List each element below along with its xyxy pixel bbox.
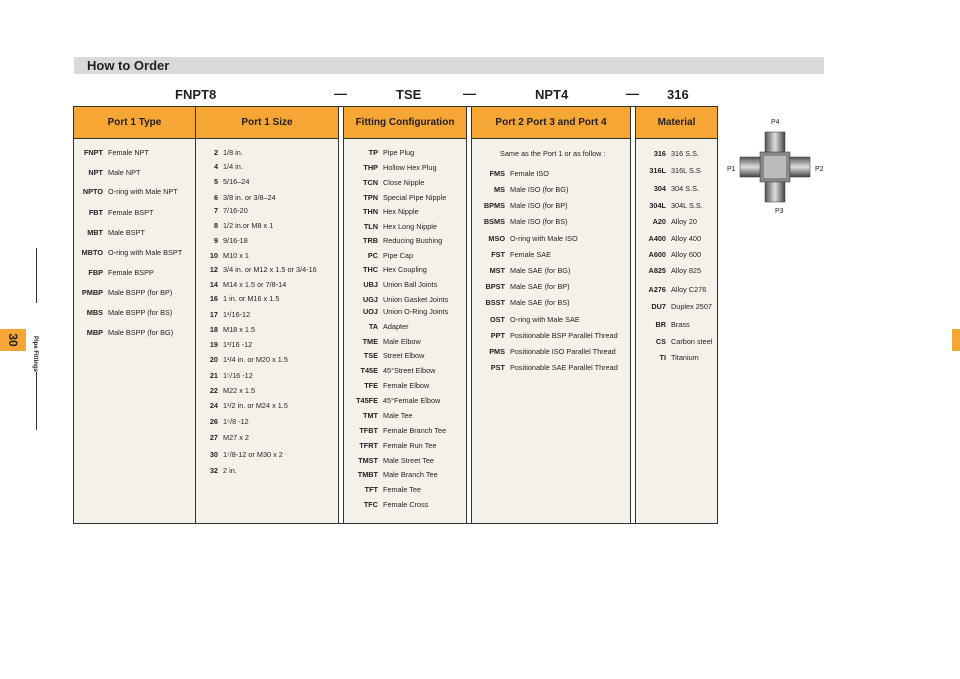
row-code: TMST xyxy=(358,456,378,465)
row-desc: Alloy 600 xyxy=(671,250,702,259)
row-code: FBT xyxy=(88,208,103,217)
table-row xyxy=(478,250,551,259)
row-code: 24 xyxy=(209,401,218,410)
row-desc: Alloy 20 xyxy=(671,217,697,226)
table-row xyxy=(640,285,706,294)
row-desc: 5/16–24 xyxy=(223,177,250,186)
row-desc: Male NPT xyxy=(108,168,141,177)
row-desc: M27 x 2 xyxy=(223,433,249,442)
row-code: 304 xyxy=(653,184,666,193)
column-gap xyxy=(466,107,472,523)
row-code: A825 xyxy=(648,266,666,275)
table-row xyxy=(76,187,178,196)
row-desc: Carbon steel xyxy=(671,337,713,346)
row-desc: Male Branch Tee xyxy=(383,470,438,479)
table-row xyxy=(198,193,276,202)
row-code: 21 xyxy=(209,371,218,380)
row-code: 27 xyxy=(209,433,218,442)
row-desc: O-ring with Male NPT xyxy=(108,187,178,196)
row-code: TME xyxy=(362,337,378,346)
row-desc: Positionable SAE Parallel Thread xyxy=(510,363,618,372)
row-code: 6 xyxy=(213,193,218,202)
row-code: TRB xyxy=(363,236,378,245)
table-row xyxy=(198,177,249,186)
table-row xyxy=(198,206,248,215)
table-row xyxy=(198,221,273,230)
row-code: TFBT xyxy=(359,426,378,435)
row-desc: Pipe Plug xyxy=(383,148,415,157)
table-row xyxy=(350,456,434,465)
row-desc: 1/8 in. xyxy=(223,148,243,157)
header-port1-size: Port 1 Size xyxy=(196,107,338,139)
row-desc: M18 x 1.5 xyxy=(223,325,256,334)
row-code: DU7 xyxy=(651,302,666,311)
row-code: A400 xyxy=(648,234,666,243)
header-ports234: Port 2 Port 3 and Port 4 xyxy=(472,107,630,139)
row-desc: Female Branch Tee xyxy=(383,426,447,435)
row-code: OST xyxy=(490,315,505,324)
table-row xyxy=(198,340,252,349)
section-label: Pipe Fittings xyxy=(32,336,38,372)
row-desc: 3/4 in. or M12 x 1.5 or 3/4-16 xyxy=(223,265,317,274)
row-desc: 45°Street Elbow xyxy=(383,366,436,375)
row-code: TFE xyxy=(364,381,378,390)
row-code: CS xyxy=(655,337,666,346)
row-code: 316L xyxy=(649,166,666,175)
row-desc: Pipe Cap xyxy=(383,251,414,260)
table-row xyxy=(198,433,249,442)
table-row xyxy=(198,280,286,289)
table-row xyxy=(640,149,699,158)
row-code: 10 xyxy=(209,251,218,260)
column-gap xyxy=(630,107,636,523)
row-code: TP xyxy=(368,148,378,157)
column-gap xyxy=(338,107,344,523)
table-row xyxy=(76,248,182,257)
table-row xyxy=(350,148,414,157)
row-desc: Close Nipple xyxy=(383,178,425,187)
row-code: NPT xyxy=(88,168,103,177)
row-desc: 7/16-20 xyxy=(223,206,248,215)
row-code: UGJ xyxy=(362,295,378,304)
table-row xyxy=(478,201,568,210)
column-divider xyxy=(195,107,196,523)
row-code: 316 xyxy=(653,149,666,158)
row-desc: Male ISO (for BG) xyxy=(510,185,569,194)
row-desc: Titanium xyxy=(671,353,699,362)
header-fitting-config: Fitting Configuration xyxy=(344,107,466,139)
table-row xyxy=(350,426,446,435)
row-code: FST xyxy=(491,250,505,259)
order-code-separator: — xyxy=(626,86,639,101)
row-desc: Adapter xyxy=(383,322,409,331)
page-number-tab xyxy=(0,329,26,351)
row-code: 17 xyxy=(209,310,218,319)
side-line xyxy=(36,372,37,430)
row-desc: Male ISO (for BS) xyxy=(510,217,568,226)
row-code: THC xyxy=(363,265,378,274)
row-desc: Female SAE xyxy=(510,250,551,259)
table-row xyxy=(350,163,437,172)
table-row xyxy=(350,322,409,331)
row-desc: Union Gasket Joints xyxy=(383,295,449,304)
label-p3: P3 xyxy=(775,208,784,215)
row-code: BPST xyxy=(485,282,505,291)
row-desc: 1¹/2 in. or M24 x 1.5 xyxy=(223,401,288,410)
row-code: 16 xyxy=(209,294,218,303)
order-code-separator: — xyxy=(463,86,476,101)
row-desc: Female Cross xyxy=(383,500,429,509)
row-code: PPT xyxy=(490,331,505,340)
row-code: THN xyxy=(363,207,378,216)
row-desc: Union O-Ring Joints xyxy=(383,307,449,316)
table-row xyxy=(350,280,437,289)
row-desc: Female BSPP xyxy=(108,268,154,277)
row-code: 2 xyxy=(213,148,218,157)
row-desc: Male ISO (for BP) xyxy=(510,201,568,210)
label-p1: P1 xyxy=(727,166,736,173)
row-desc: 2 in. xyxy=(223,466,237,475)
row-code: TFC xyxy=(363,500,378,509)
row-desc: 1/2 in.or M8 x 1 xyxy=(223,221,274,230)
table-row xyxy=(350,500,428,509)
row-desc: Alloy 825 xyxy=(671,266,702,275)
row-code: TPN xyxy=(363,193,378,202)
table-row xyxy=(350,193,446,202)
order-code-port1: FNPT8 xyxy=(175,87,217,102)
row-code: UBJ xyxy=(363,280,378,289)
ports-note: Same as the Port 1 or as follow : xyxy=(500,149,606,158)
table-row xyxy=(198,236,248,245)
table-row xyxy=(198,294,279,303)
row-code: 19 xyxy=(209,340,218,349)
row-code: TMT xyxy=(363,411,378,420)
row-code: T45FE xyxy=(356,396,378,405)
row-desc: Female Tee xyxy=(383,485,421,494)
row-code: BR xyxy=(655,320,666,329)
row-code: 9 xyxy=(213,236,218,245)
row-desc: 9/16-18 xyxy=(223,236,248,245)
row-desc: 1⁵/16 -12 xyxy=(223,371,253,380)
order-code-ports: NPT4 xyxy=(535,87,569,102)
table-row xyxy=(198,355,288,364)
table-row xyxy=(350,178,424,187)
table-row xyxy=(350,470,438,479)
table-row xyxy=(478,363,618,372)
row-desc: Brass xyxy=(671,320,690,329)
row-code: MST xyxy=(489,266,505,275)
table-row xyxy=(478,315,580,324)
order-code-material: 316 xyxy=(667,87,689,102)
table-row xyxy=(198,417,249,426)
table-row xyxy=(478,234,578,243)
row-desc: Special Pipe Nipple xyxy=(383,193,447,202)
row-desc: O-ring with Male ISO xyxy=(510,234,578,243)
table-row xyxy=(478,185,568,194)
row-desc: Reducing Bushing xyxy=(383,236,443,245)
row-desc: Male SAE (for BS) xyxy=(510,298,570,307)
table-row xyxy=(350,441,436,450)
row-desc: Male BSPT xyxy=(108,228,145,237)
table-row xyxy=(350,351,424,360)
row-desc: Female ISO xyxy=(510,169,549,178)
row-desc: Hex Coupling xyxy=(383,265,427,274)
label-p2: P2 xyxy=(815,166,824,173)
table-row xyxy=(350,265,427,274)
table-row xyxy=(76,228,145,237)
table-row xyxy=(478,347,616,356)
row-code: MBT xyxy=(87,228,103,237)
table-row xyxy=(640,320,690,329)
row-code: TFT xyxy=(364,485,378,494)
row-desc: Female Elbow xyxy=(383,381,430,390)
row-code: TSE xyxy=(363,351,378,360)
row-desc: Female BSPT xyxy=(108,208,154,217)
row-desc: M14 x 1.5 or 7/8-14 xyxy=(223,280,287,289)
row-desc: Duplex 2507 xyxy=(671,302,712,311)
table-row xyxy=(350,337,421,346)
row-desc: Union Ball Joints xyxy=(383,280,438,289)
row-desc: 1 in. or M16 x 1.5 xyxy=(223,294,280,303)
row-desc: M10 x 1 xyxy=(223,251,249,260)
page-number: 30 xyxy=(6,333,20,347)
row-code: 304L xyxy=(649,201,666,210)
row-code: PMBP xyxy=(81,288,103,297)
table-row xyxy=(350,396,440,405)
row-code: 22 xyxy=(209,386,218,395)
label-p4: P4 xyxy=(771,119,780,126)
table-row xyxy=(76,148,149,157)
table-row xyxy=(76,328,173,337)
row-code: PST xyxy=(490,363,505,372)
table-row xyxy=(350,485,421,494)
row-code: UOJ xyxy=(362,307,378,316)
cross-fitting-image xyxy=(738,130,812,204)
table-row xyxy=(478,169,549,178)
table-row xyxy=(478,282,570,291)
row-code: MS xyxy=(494,185,505,194)
table-row xyxy=(640,266,701,275)
table-row xyxy=(198,386,255,395)
table-row xyxy=(478,266,570,275)
row-desc: Hex Nipple xyxy=(383,207,419,216)
table-row xyxy=(198,265,317,274)
order-code-separator: — xyxy=(334,86,347,101)
table-row xyxy=(198,310,250,319)
table-row xyxy=(198,466,237,475)
row-desc: 1⁷/8-12 or M30 x 2 xyxy=(223,450,283,459)
row-desc: M22 x 1.5 xyxy=(223,386,256,395)
table-row xyxy=(640,217,697,226)
section-title: How to Order xyxy=(87,58,170,73)
row-code: 8 xyxy=(213,221,218,230)
row-desc: Street Elbow xyxy=(383,351,425,360)
row-code: T45E xyxy=(360,366,378,375)
row-code: TLN xyxy=(363,222,378,231)
table-row xyxy=(198,162,243,171)
table-row xyxy=(350,366,435,375)
table-row xyxy=(640,184,699,193)
row-desc: Alloy 400 xyxy=(671,234,702,243)
row-desc: 1¹/16-12 xyxy=(223,310,251,319)
row-desc: 1/4 in. xyxy=(223,162,243,171)
row-code: TI xyxy=(659,353,666,362)
table-row xyxy=(198,325,255,334)
row-code: 14 xyxy=(209,280,218,289)
row-desc: 316 S.S. xyxy=(671,149,699,158)
header-material: Material xyxy=(636,107,717,139)
row-code: FBP xyxy=(88,268,103,277)
table-row xyxy=(478,298,570,307)
row-code: NPTO xyxy=(82,187,103,196)
row-desc: 304 S.S. xyxy=(671,184,699,193)
row-desc: Hex Long Nipple xyxy=(383,222,437,231)
row-desc: 1⁵/8 -12 xyxy=(223,417,249,426)
table-row xyxy=(350,236,442,245)
row-desc: Male Street Tee xyxy=(383,456,434,465)
table-row xyxy=(198,450,283,459)
row-code: FMS xyxy=(489,169,505,178)
row-desc: Male BSPP (for BG) xyxy=(108,328,174,337)
row-code: 32 xyxy=(209,466,218,475)
table-row xyxy=(350,307,448,316)
row-desc: Positionable ISO Parallel Thread xyxy=(510,347,616,356)
row-code: 18 xyxy=(209,325,218,334)
row-desc: Male BSPP (for BS) xyxy=(108,308,173,317)
row-desc: Male Tee xyxy=(383,411,413,420)
row-code: A276 xyxy=(648,285,666,294)
table-row xyxy=(350,207,419,216)
row-code: THP xyxy=(363,163,378,172)
table-row xyxy=(640,234,701,243)
table-row xyxy=(640,302,712,311)
row-desc: 45°Female Elbow xyxy=(383,396,441,405)
header-port1-type: Port 1 Type xyxy=(74,107,195,139)
row-code: 5 xyxy=(213,177,218,186)
row-desc: 304L S.S. xyxy=(671,201,703,210)
row-code: TMBT xyxy=(357,470,378,479)
row-desc: Male SAE (for BP) xyxy=(510,282,570,291)
table-row xyxy=(198,148,243,157)
row-desc: Hollow Hex Plug xyxy=(383,163,437,172)
table-row xyxy=(640,201,703,210)
row-desc: Female Run Tee xyxy=(383,441,437,450)
table-row xyxy=(76,168,140,177)
row-code: TCN xyxy=(363,178,378,187)
row-code: TA xyxy=(368,322,378,331)
table-row xyxy=(640,353,699,362)
row-desc: 1³/16 -12 xyxy=(223,340,253,349)
table-row xyxy=(478,331,618,340)
table-row xyxy=(640,166,701,175)
row-code: A600 xyxy=(648,250,666,259)
row-code: MSO xyxy=(488,234,505,243)
table-row xyxy=(478,217,568,226)
table-row xyxy=(350,411,412,420)
row-desc: 3/8 in. or 3/8–24 xyxy=(223,193,276,202)
row-desc: Male Elbow xyxy=(383,337,421,346)
table-row xyxy=(198,251,249,260)
row-desc: 316L S.S xyxy=(671,166,701,175)
row-code: 4 xyxy=(213,162,218,171)
row-code: PMS xyxy=(489,347,505,356)
table-row xyxy=(640,250,701,259)
row-desc: Male BSPP (for BP) xyxy=(108,288,173,297)
row-desc: Female NPT xyxy=(108,148,149,157)
table-row xyxy=(76,288,172,297)
row-code: FNPT xyxy=(83,148,103,157)
table-row xyxy=(350,222,437,231)
table-row xyxy=(350,295,448,304)
row-code: MBTO xyxy=(81,248,103,257)
row-desc: O-ring with Male BSPT xyxy=(108,248,183,257)
row-desc: Positionable BSP Parallel Thread xyxy=(510,331,618,340)
row-code: BSMS xyxy=(483,217,505,226)
order-code-fitting: TSE xyxy=(396,87,422,102)
row-code: 12 xyxy=(209,265,218,274)
row-desc: 1¹/4 in. or M20 x 1.5 xyxy=(223,355,288,364)
row-code: TFRT xyxy=(359,441,378,450)
row-desc: Male SAE (for BG) xyxy=(510,266,571,275)
table-row xyxy=(198,371,253,380)
row-code: MBS xyxy=(86,308,103,317)
section-title-bar xyxy=(74,57,824,74)
table-row xyxy=(76,308,172,317)
table-row xyxy=(350,251,413,260)
row-code: 20 xyxy=(209,355,218,364)
row-code: 30 xyxy=(209,450,218,459)
row-code: PC xyxy=(367,251,378,260)
row-code: MBP xyxy=(86,328,103,337)
table-row xyxy=(76,208,153,217)
row-code: 26 xyxy=(209,417,218,426)
table-row xyxy=(76,268,154,277)
table-row xyxy=(198,401,288,410)
row-code: 7 xyxy=(213,206,218,215)
row-desc: Alloy C276 xyxy=(671,285,707,294)
row-code: A20 xyxy=(652,217,666,226)
row-code: BSST xyxy=(485,298,505,307)
table-row xyxy=(350,381,429,390)
table-row xyxy=(640,337,712,346)
side-line xyxy=(36,248,37,303)
right-edge-tab xyxy=(952,329,960,351)
row-desc: O-ring with Male SAE xyxy=(510,315,580,324)
row-code: BPMS xyxy=(483,201,505,210)
